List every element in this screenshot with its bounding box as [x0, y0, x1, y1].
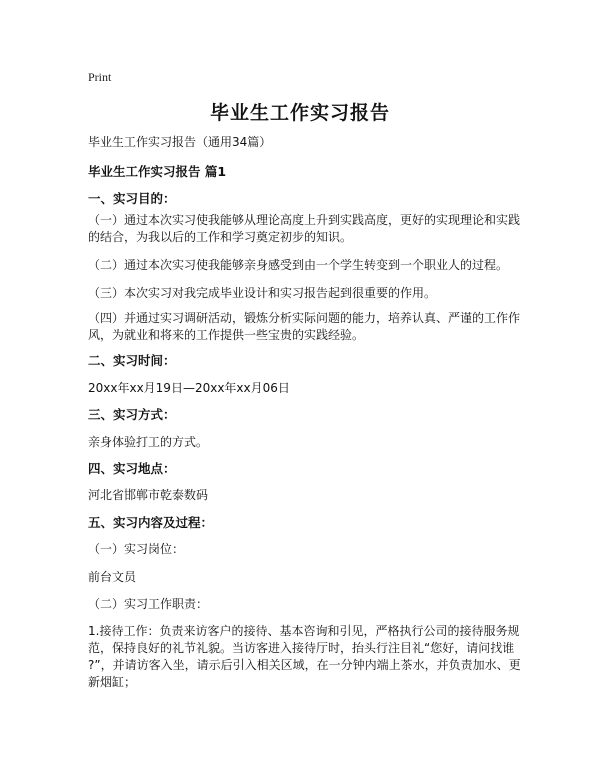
section-title: 毕业生工作实习报告 篇1	[88, 164, 227, 179]
duty-label: （二）实习工作职责：	[88, 597, 209, 611]
purpose-paragraph-4	[88, 310, 524, 344]
text-line: （一）通过本次实习使我能够从理论高度上升到实践高度，更好的实现理论和实践	[88, 213, 521, 227]
print-link[interactable]: Print	[88, 70, 112, 84]
position-label: （一）实习岗位：	[88, 542, 185, 556]
heading-time: 二、实习时间：	[88, 353, 176, 368]
duty-paragraph-1	[88, 623, 524, 691]
heading-place: 四、实习地点：	[88, 461, 176, 476]
purpose-paragraph-1	[88, 212, 524, 246]
purpose-paragraph-2: （二）通过本次实习使我能够亲身感受到由一个学生转变到一个职业人的过程。	[88, 258, 509, 272]
text-line: 1.接待工作：负责来访客户的接待、基本咨询和引见，严格执行公司的接待服务规	[88, 624, 520, 638]
time-value: 20xx年xx月19日—20xx年xx月06日	[88, 381, 290, 395]
heading-method: 三、实习方式：	[88, 407, 176, 422]
method-value: 亲身体验打工的方式。	[88, 435, 209, 449]
text-line: 风，为就业和将来的工作提供一些宝贵的实践经验。	[88, 328, 365, 342]
heading-content: 五、实习内容及过程：	[88, 515, 214, 530]
text-line: 的结合，为我以后的工作和学习奠定初步的知识。	[88, 230, 353, 244]
position-value: 前台文员	[88, 570, 137, 584]
text-line: （四）并通过实习调研活动，锻炼分析实际问题的能力，培养认真、严谨的工作作	[88, 311, 521, 325]
document-title: 毕业生工作实习报告	[209, 102, 390, 124]
heading-purpose: 一、实习目的：	[88, 191, 176, 206]
text-line: 范，保持良好的礼节礼貌。当访客进入接待厅时，抬头行注目礼“您好，请问找谁	[88, 641, 515, 655]
purpose-paragraph-3: （三）本次实习对我完成毕业设计和实习报告起到很重要的作用。	[88, 286, 437, 300]
document-subtitle: 毕业生工作实习报告（通用34篇）	[88, 135, 272, 149]
place-value: 河北省邯郸市乾泰数码	[88, 488, 209, 502]
text-line: 新烟缸；	[88, 675, 137, 689]
text-line: ?”，并请访客入坐，请示后引入相关区域，在一分钟内端上茶水，并负责加水、更	[88, 658, 521, 672]
